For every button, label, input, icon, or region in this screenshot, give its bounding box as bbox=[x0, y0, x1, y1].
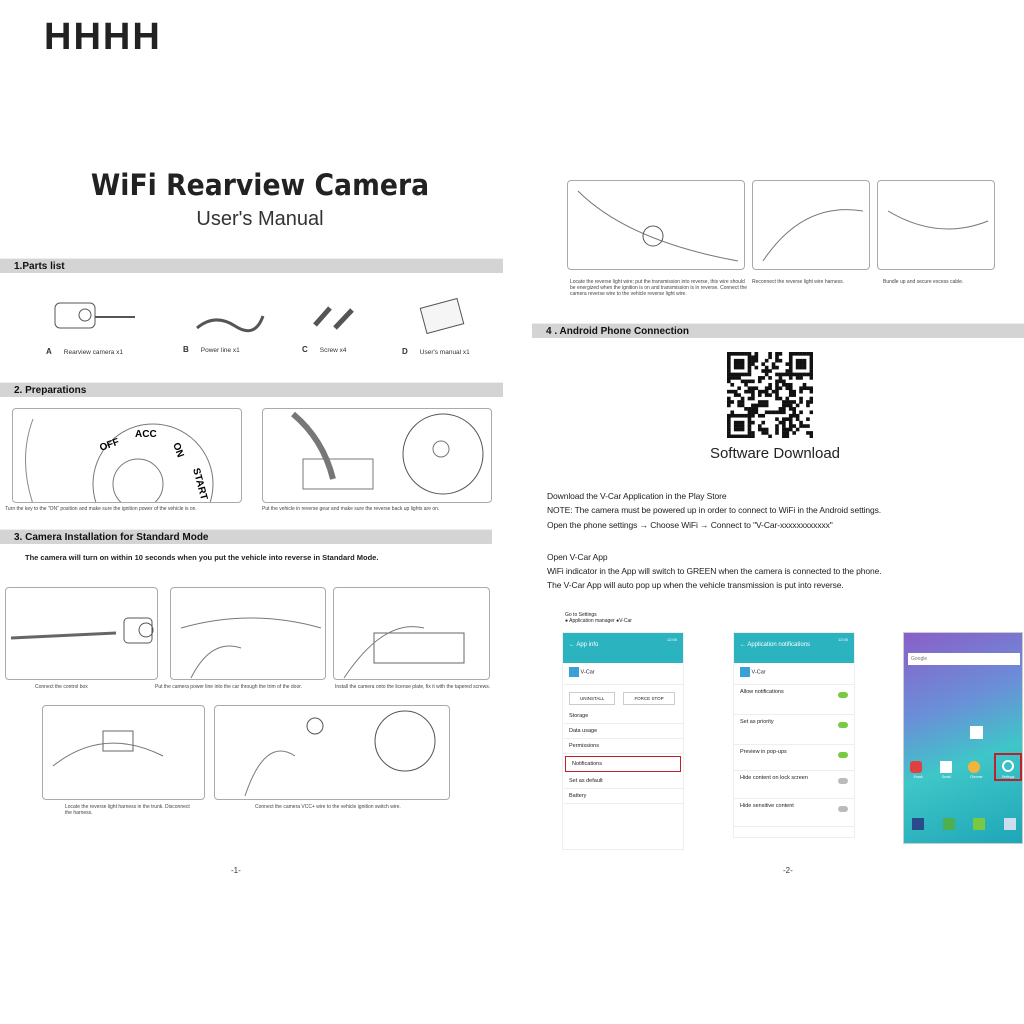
play-store-icon[interactable] bbox=[970, 726, 983, 739]
gmail-app-icon[interactable] bbox=[940, 761, 952, 773]
install-figure-2 bbox=[170, 587, 326, 680]
wiring-figure-3 bbox=[877, 180, 995, 270]
ignition-figure bbox=[12, 408, 242, 503]
install-note: The camera will turn on within 10 seconds when you put the vehicle into reverse in Standard Mode. bbox=[25, 553, 379, 562]
google-search-bar[interactable]: Google bbox=[908, 653, 1020, 665]
instruction-line-2: NOTE: The camera must be powered up in order to connect to WiFi in the Android settings. bbox=[547, 505, 882, 515]
brand-logo: HHHH bbox=[44, 16, 162, 58]
install-caption-3: Install the camera onto the license plate, fix it with the tapered screws. bbox=[335, 684, 491, 690]
toggle-row: Preview in pop-ups bbox=[734, 745, 854, 771]
manual-title: WiFi Rearview Camera bbox=[90, 168, 430, 202]
instruction-line-4: Open V-Car App bbox=[547, 552, 608, 562]
page-number-1: -1- bbox=[231, 866, 241, 875]
instruction-line-3: Open the phone settings → Choose WiFi → Connect to "V-Car-xxxxxxxxxxxx" bbox=[547, 520, 833, 530]
settings-gear-icon bbox=[1002, 760, 1014, 772]
row-data-usage[interactable]: Data usage bbox=[563, 724, 683, 739]
toggle-switch[interactable] bbox=[838, 692, 848, 698]
toggle-row: Allow notifications bbox=[734, 685, 854, 715]
wiring-figure-2 bbox=[752, 180, 870, 270]
ignition-start: START bbox=[190, 466, 210, 502]
software-download-label: Software Download bbox=[709, 445, 841, 462]
wiring-figure-1 bbox=[567, 180, 745, 270]
v-car-app-icon bbox=[569, 667, 579, 677]
toggle-switch[interactable] bbox=[838, 722, 848, 728]
manual-illustration bbox=[418, 295, 468, 337]
toggle-switch[interactable] bbox=[838, 806, 848, 812]
section-preparations: 2. Preparations bbox=[0, 382, 503, 397]
phone-app-icon[interactable] bbox=[973, 818, 985, 830]
gear-shift-figure bbox=[262, 408, 492, 503]
toggle-row: Hide sensitive content bbox=[734, 799, 854, 827]
wiring-caption-2: Reconnect the reverse light wire harness. bbox=[752, 279, 844, 285]
screws-illustration bbox=[310, 300, 360, 332]
toggle-row: Hide content on lock screen bbox=[734, 771, 854, 799]
qr-code[interactable] bbox=[727, 352, 813, 438]
section-parts-list: 1.Parts list bbox=[0, 258, 503, 273]
app-info-header: 12:00 ← App info bbox=[563, 633, 683, 663]
install-caption-5: Connect the camera VCC+ wire to the vehicle ignition switch wire. bbox=[255, 804, 401, 810]
install-caption-4: Locate the reverse light harness in the trunk. Disconnect the harness. bbox=[65, 804, 190, 816]
apps-grid-icon[interactable] bbox=[1004, 818, 1016, 830]
phone1-breadcrumb: Go to Settings ● Application manager ●V-Car bbox=[565, 612, 632, 624]
install-figure-5 bbox=[214, 705, 450, 800]
row-battery[interactable]: Battery bbox=[563, 789, 683, 804]
toggle-switch[interactable] bbox=[838, 752, 848, 758]
chrome-app-icon[interactable] bbox=[968, 761, 980, 773]
toggle-switch[interactable] bbox=[838, 778, 848, 784]
section-camera-installation: 3. Camera Installation for Standard Mode bbox=[0, 529, 492, 544]
page-number-2: -2- bbox=[783, 866, 793, 875]
dock bbox=[912, 818, 1016, 830]
instruction-line-1: Download the V-Car Application in the Play Store bbox=[547, 491, 727, 501]
phone-app-info: 12:00 ← App info V-Car UNINSTALL FORCE STOP Storage Data usage Permissions Notifications Set as default Battery bbox=[562, 632, 684, 850]
section-android-connection: 4 . Android Phone Connection bbox=[532, 323, 1024, 338]
maps-app-icon[interactable] bbox=[943, 818, 955, 830]
instruction-line-6: The V-Car App will auto pop up when the vehicle transmission is put into reverse. bbox=[547, 580, 844, 590]
install-figure-4 bbox=[42, 705, 205, 800]
camera-illustration bbox=[50, 295, 140, 335]
row-storage[interactable]: Storage bbox=[563, 709, 683, 724]
install-caption-2: Put the camera power line into the car through the trim of the door. bbox=[155, 684, 303, 690]
uninstall-button[interactable]: UNINSTALL bbox=[569, 692, 615, 705]
v-car-app-icon bbox=[740, 667, 750, 677]
part-b: B Power line x1 bbox=[183, 345, 240, 354]
toggle-row: Set as priority bbox=[734, 715, 854, 745]
ignition-off: OFF bbox=[98, 436, 121, 454]
ignition-on: ON bbox=[170, 441, 186, 460]
prep-caption-1: Turn the key to the "ON" position and make sure the ignition power of the vehicle is on. bbox=[5, 506, 197, 512]
notifications-header[interactable]: ← Application notifications bbox=[740, 642, 811, 648]
row-notifications[interactable]: Notifications bbox=[565, 756, 681, 772]
wiring-caption-1: Locate the reverse light wire; put the transmission into reverse, this wire should be energized when the ignition is on and transmission is in reverse. Connect the camera reverse wire to the vehicle reverse light wire. bbox=[570, 279, 748, 297]
phone-home-screen: Google Email Gmail Chrome Settings bbox=[903, 632, 1023, 844]
part-a: A Rearview camera x1 bbox=[46, 347, 124, 356]
wiring-caption-3: Bundle up and secure excess cable. bbox=[883, 279, 964, 285]
ignition-acc: ACC bbox=[135, 429, 157, 440]
part-d: D User's manual x1 bbox=[402, 347, 470, 356]
manual-subtitle: User's Manual bbox=[196, 208, 324, 230]
part-c: C Screw x4 bbox=[302, 345, 347, 354]
camera-app-icon[interactable] bbox=[912, 818, 924, 830]
install-caption-1: Connect the control box bbox=[35, 684, 88, 690]
email-app-icon[interactable] bbox=[910, 761, 922, 773]
prep-caption-2: Put the vehicle in reverse gear and make sure the reverse back up lights are on. bbox=[262, 506, 440, 512]
row-set-as-default[interactable]: Set as default bbox=[563, 774, 683, 789]
phone-app-notifications: 12:00 ← Application notifications V-Car Allow notifications Set as priority Preview in pop-ups Hide content on lock screen Hide sensitive content bbox=[733, 632, 855, 838]
row-permissions[interactable]: Permissions bbox=[563, 739, 683, 754]
force-stop-button[interactable]: FORCE STOP bbox=[623, 692, 674, 705]
instruction-line-5: WiFi indicator in the App will switch to GREEN when the camera is connected to the phone. bbox=[547, 566, 882, 576]
install-figure-1 bbox=[5, 587, 158, 680]
install-figure-3 bbox=[333, 587, 490, 680]
power-line-illustration bbox=[195, 308, 265, 338]
